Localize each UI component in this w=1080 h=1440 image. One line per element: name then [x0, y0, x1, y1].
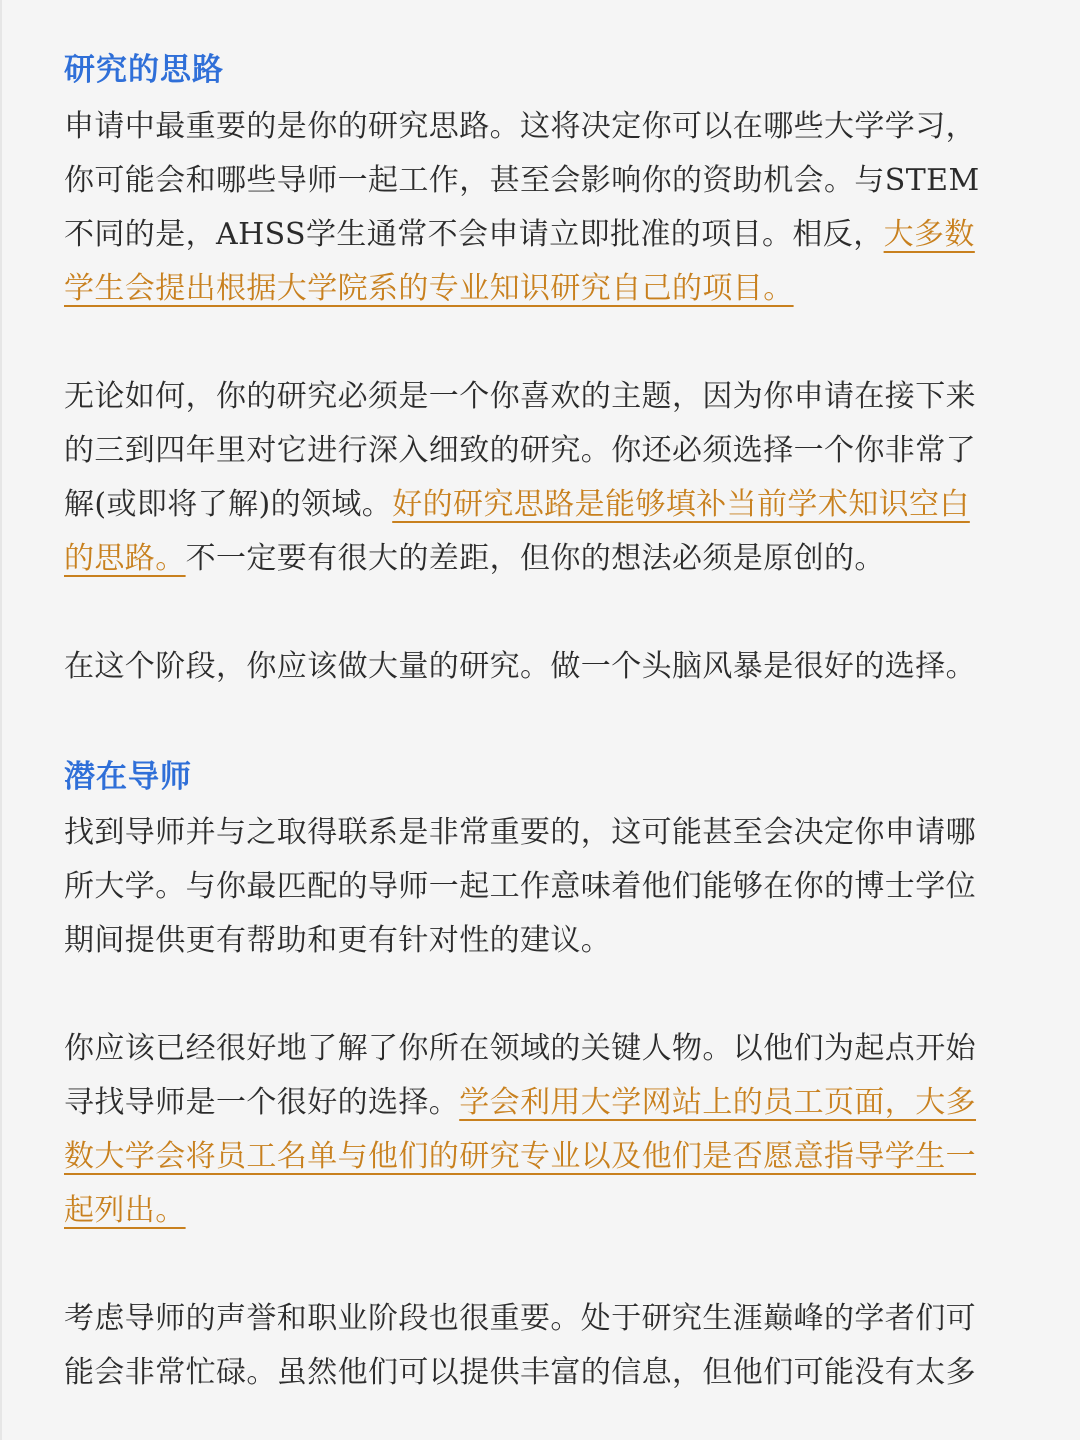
text-line: 期间提供更有帮助和更有针对性的建议。: [64, 923, 612, 958]
highlighted-text: 数大学会将员工名单与他们的研究专业以及他们是否愿意指导学生一: [64, 1139, 976, 1174]
text-line: 考虑导师的声誉和职业阶段也很重要。处于研究生涯巅峰的学者们可: [64, 1301, 976, 1336]
section-heading-research-idea: 研究的思路: [64, 52, 224, 88]
paragraph-supervisor-2: [64, 1022, 1024, 1238]
text-line: 寻找导师是一个很好的选择。学会利用大学网站上的员工页面，大多: [64, 1085, 977, 1120]
text-line: 你应该已经很好地了解了你所在领域的关键人物。以他们为起点开始: [64, 1031, 976, 1066]
text-line: 你可能会和哪些导师一起工作，甚至会影响你的资助机会。与STEM: [64, 163, 980, 198]
highlighted-text: 起列出。: [64, 1193, 186, 1228]
paragraph-research-idea-3: [64, 640, 1024, 694]
text-line: 解(或即将了解)的领域。好的研究思路是能够填补当前学术知识空白: [64, 487, 970, 522]
text-line: 所大学。与你最匹配的导师一起工作意味着他们能够在你的博士学位: [64, 869, 976, 904]
paragraph-research-idea-2: [64, 370, 1024, 586]
text-line: 的三到四年里对它进行深入细致的研究。你还必须选择一个你非常了: [64, 433, 976, 468]
text-line: [64, 262, 1024, 316]
highlighted-text: 学会利用大学网站上的员工页面，大多: [459, 1085, 977, 1120]
text-line: 的思路。不一定要有很大的差距，但你的想法必须是原创的。: [64, 541, 885, 576]
highlighted-text: 的思路。: [64, 541, 186, 576]
section-heading-potential-supervisor: 潜在导师: [64, 759, 192, 795]
highlighted-text: 学生会提出根据大学院系的专业知识研究自己的项目。: [64, 271, 794, 306]
text-line: 申请中最重要的是你的研究思路。这将决定你可以在哪些大学学习，: [64, 109, 976, 144]
text-line: 能会非常忙碌。虽然他们可以提供丰富的信息，但他们可能没有太多: [64, 1355, 976, 1390]
paragraph-supervisor-3: [64, 1292, 1024, 1400]
text-line: [64, 1184, 1024, 1238]
paragraph-research-idea-1: [64, 100, 1024, 316]
paragraph-supervisor-1: [64, 806, 1024, 968]
text-line: 在这个阶段，你应该做大量的研究。做一个头脑风暴是很好的选择。: [64, 649, 976, 684]
highlighted-text: 好的研究思路是能够填补当前学术知识空白: [392, 487, 970, 522]
highlighted-text: 大多数: [883, 217, 975, 252]
text-line: 无论如何，你的研究必须是一个你喜欢的主题，因为你申请在接下来: [64, 379, 976, 414]
text-line: 不同的是，AHSS学生通常不会申请立即批准的项目。相反，大多数: [64, 217, 975, 252]
text-line: 找到导师并与之取得联系是非常重要的，这可能甚至会决定你申请哪: [64, 815, 976, 850]
text-line: [64, 1130, 1024, 1184]
